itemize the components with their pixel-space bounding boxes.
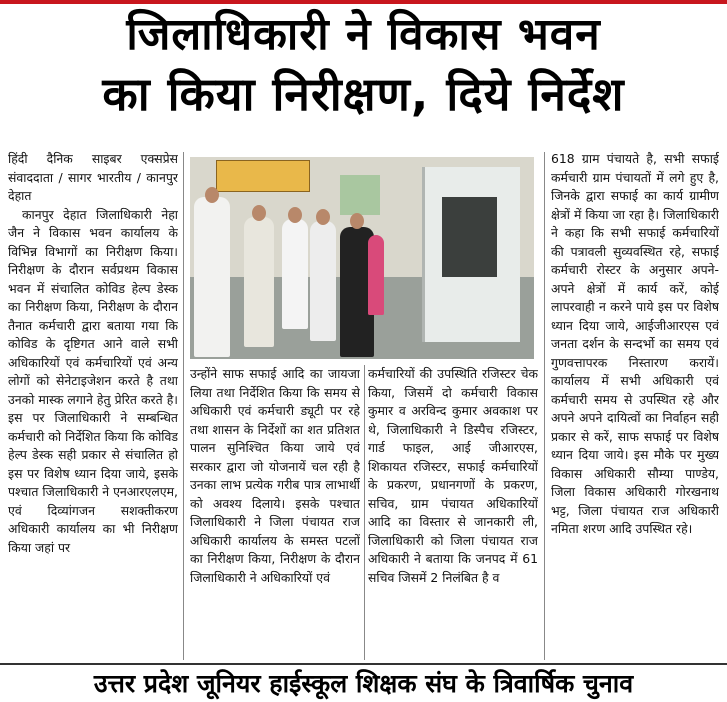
- column-1-paragraph: कानपुर देहात जिलाधिकारी नेहा जैन ने विकास भवन कार्यालय के विभिन्न विभागों का निरीक्षण किया। निरीक्षण के दौरान सर्वप्रथम विकास भवन में संचालित कोविड हेल्प डेस्क का निरीक्षण किया, निरीक्षण के दौरान तैनात कर्मचारी द्वारा बताया गया कि कोविड के दृष्टिगत आने वाले सभी अधिकारियों एवं कर्मचारियों एवं अन्य लोगों को सेनेटाइजेशन करते है तथा उनको मास्क लगाने हेतु प्रेरित करते है। इस पर जिलाधिकारी ने सम्बन्धित कर्मचारी को निर्देशित किया कि कोविड हेल्प डेस्क सही प्रकार से संचालित हो इस पर विशेष ध्यान दिया जाये, इसके पश्चात जिलाधिकारी ने एनआरएलएम, एवं दिव्यांगजन सशक्तीकरण अधिकारी कार्यालय का भी निरीक्षण किया जहां पर: [8, 206, 178, 555]
- person-head: [252, 205, 266, 221]
- person-figure: [310, 221, 336, 341]
- person-figure: [244, 217, 274, 347]
- headline-line-1: जिलाधिकारी ने विकास भवन: [126, 9, 601, 60]
- column-3-paragraph: कर्मचारियों की उपस्थिति रजिस्टर चेक किया, जिसमें दो कर्मचारी विकास कुमार व अरविन्द कुमार अवकाश पर थे, जिलाधिकारी ने डिस्पैच रजिस्टर, गार्ड फाइल, आई जीआरएस, शिकायत रजिस्टर, सफाई कर्मचारियों के प्रकरण, प्रधानगणों के प्रकरण, सचिव, ग्राम पंचायत अधिकारियों आदि का विस्तार से जानकारी ली, जिलाधिकारी को जिला पंचायत राज अधिकारी ने बताया कि जनपद में 61 सचिव जिसमें 2 निलंबित है व: [368, 366, 538, 585]
- byline: हिंदी दैनिक साइबर एक्सप्रेस संवाददाता / सागर भारतीय / कानपुर देहात: [8, 151, 178, 203]
- next-story-headline: उत्तर प्रदेश जूनियर हाईस्कूल शिक्षक संघ के त्रिवार्षिक चुनाव: [0, 663, 727, 702]
- column-4-paragraph: 618 ग्राम पंचायते है, सभी सफाई कर्मचारी ग्राम पंचायतों में लगे हुए है, जिनके द्वारा सफाई का कार्य ग्रामीण क्षेत्रों में किया जा रहा है। जिलाधिकारी ने कहा कि सभी सफाई कर्मचारियों की पत्रावली सुव्यवस्थित रहे, सफाई कर्मचारी रोस्टर के अनुसार अपने-अपने क्षेत्रों में कार्य करें, कोई लापरवाही न करने पाये इस पर विशेष ध्यान दिया जाये, आईजीआरएस एवं जनता दर्शन के सन्दर्भो का समय एवं गुणवत्तापरक निस्तारण करायें। कार्यालय में सभी अधिकारी एवं कर्मचारी समय से उपस्थित रहे और अपने अपने दायित्वों का निर्वाहन सही प्रकार से करें, साफ सफाई पर विशेष ध्यान दिया जाये। इस मौके पर मुख्य विकास अधिकारी सौम्या पाण्डेय, जिला विकास अधिकारी गोरखनाथ भट्ट, जिला पंचायत राज अधिकारी नमिता शरण आदि उपस्थित रहे।: [551, 151, 719, 536]
- photo-notice-board: [442, 197, 497, 277]
- headline-line-2: का किया निरीक्षण, दिये निर्देश: [102, 67, 625, 121]
- column-divider: [544, 152, 545, 660]
- photo-sign-board: [216, 160, 310, 192]
- column-divider: [183, 152, 184, 660]
- person-figure: [194, 197, 230, 357]
- top-rule: [0, 0, 727, 4]
- person-head: [316, 209, 330, 225]
- photo-window: [340, 175, 380, 215]
- column-2-paragraph: उन्होंने साफ सफाई आदि का जायजा लिया तथा निर्देशित किया कि समय से अधिकारी एवं कर्मचारी ड्यूटी पर रहे तथा शासन के निर्देशों का शत प्रतिशत पालन सुनिश्चित किया जाये एवं सरकार द्वारा जो योजनायें चल रही है उनका लाभ प्रत्येक गरीब पात्र लाभार्थी को अवश्य दिलाये। इसके पश्चात जिलाधिकारी ने जिला पंचायत राज अधिकारी कार्यालय के समस्त पटलों का निरीक्षण किया, निरीक्षण के दौरान जिलाधिकारी ने अधिकारियों एवं: [190, 366, 360, 585]
- person-head: [288, 207, 302, 223]
- article-column-3: [368, 365, 538, 660]
- article-column-2: [190, 365, 360, 660]
- page-headline: [0, 6, 727, 124]
- article-column-1: [8, 150, 178, 660]
- person-scarf: [368, 235, 384, 315]
- person-figure: [282, 219, 308, 329]
- column-divider: [364, 365, 365, 660]
- news-photo: [190, 157, 534, 359]
- person-head: [205, 187, 219, 203]
- person-head: [350, 213, 364, 229]
- article-column-4: [551, 150, 719, 660]
